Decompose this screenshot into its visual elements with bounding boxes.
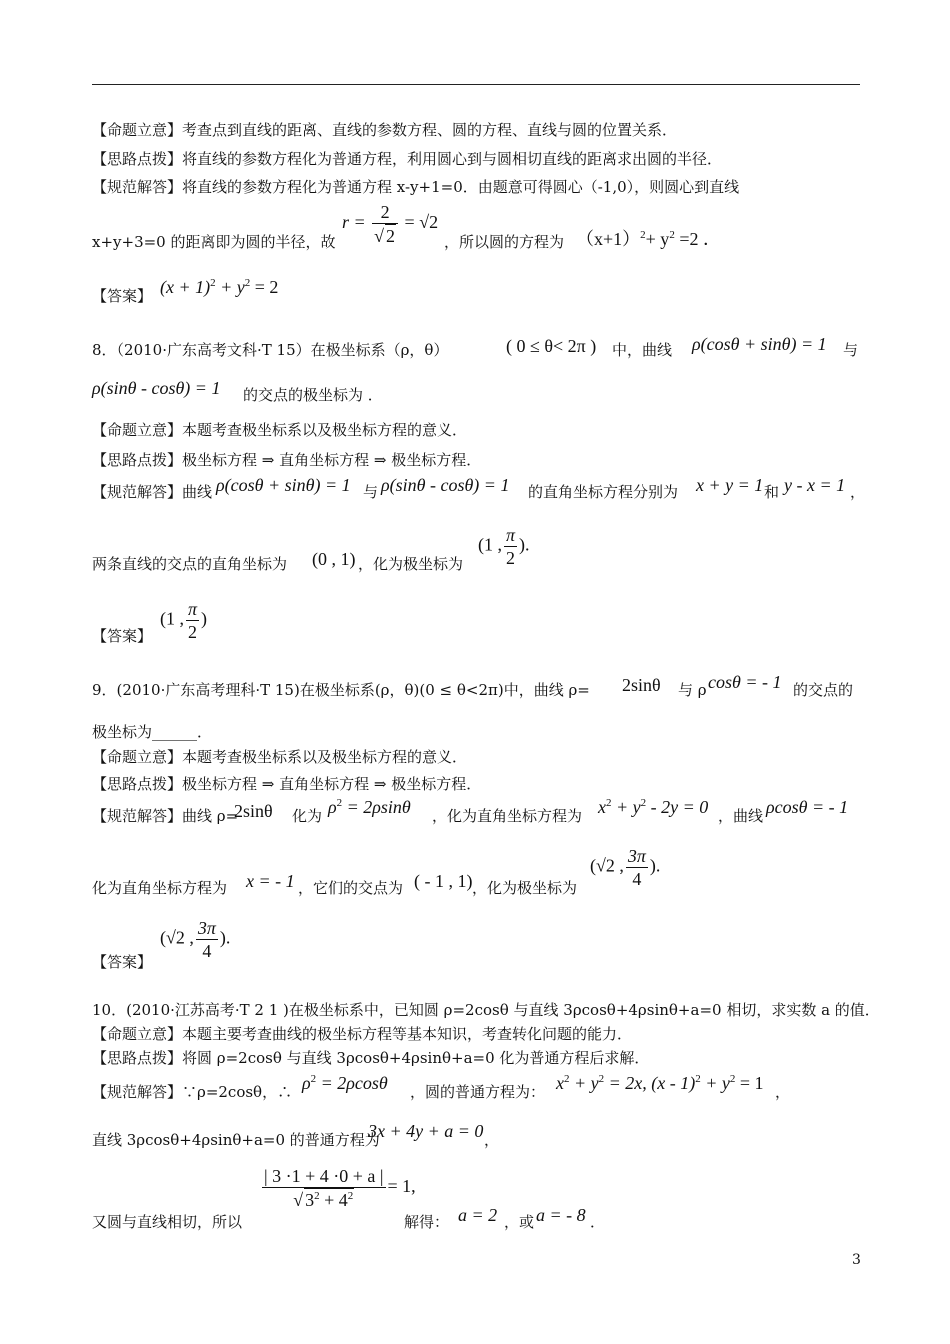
line-8a: x + y = 1 [696,475,764,495]
problem-9-stem-a: 9．(2010·广东高考理科·T 15)在极坐标系(ρ，θ)(0 ≤ θ<2π)中，曲线 ρ= [92,681,590,699]
curve-9a: 2sinθ [622,675,661,695]
cartesian-9: $x^2 + y^2 - 2y = 0$ [598,797,709,817]
line-8b: y - x = 1 [784,475,846,495]
polar-eq-10: $\rho^2 = 2\rho\cos\theta$ [302,1073,388,1093]
problem-9-stem-c: 的交点的 [793,681,854,699]
curve-9f: ρcosθ = - 1 [766,797,849,817]
polar-8: (1 , $\frac{\pi}{2}$ ). [478,525,530,568]
solution-8-d: 和 [764,483,780,501]
problem-8-stem-d: 的交点的极坐标为 ． [243,386,383,404]
solution-9-a: 【规范解答】曲线 ρ= [92,807,239,825]
solution-7-line2b: ，所以圆的方程为 [444,233,565,251]
hint-7: 【思路点拨】将直线的参数方程化为普通方程，利用圆心到与圆相切直线的距离求出圆的半径． [92,150,723,168]
solution-9-g: ，化为极坐标为 [472,879,578,897]
solution-7-line1: 【规范解答】将直线的参数方程化为普通方程 x-y+1=0．由题意可得圆心（-1,0），则圆心到直线 [92,178,740,196]
problem-8-stem-b: 中，曲线 [612,341,673,359]
page-number: 3 [852,1252,861,1268]
curve-8a-solution: ρ(cosθ + sinθ) = 1 [216,475,351,495]
problem-9-stem-d: 极坐标为______． [92,723,213,741]
curve-8b-solution: ρ(sinθ - cosθ) = 1 [381,475,510,495]
header-rule [92,84,860,85]
problem-8-stem-c: 与 [843,341,859,359]
circle-eq-10: $x^2 + y^2 = 2x$, $(x - 1)^2 + y^2 = 1$ [556,1073,764,1093]
solution-9-b: 化为 [292,807,323,825]
problem-9-stem-b: 与 ρ [678,681,707,699]
answer-7-label: 【答案】 [92,287,153,305]
solution-8-a: 【规范解答】曲线 [92,483,213,501]
line-eq-10: 3x + 4y + a = 0 [368,1121,484,1141]
answer-9: (√2 , $\frac{3\pi}{4}$ ). [160,918,231,961]
solution-10-a: 【规范解答】∵ρ=2cosθ，∴ [92,1083,293,1101]
solution-8-c: 的直角坐标方程分别为 [528,483,679,501]
theta-range-8: ( 0 ≤ θ< 2π ) [506,336,597,356]
solution-9-c: ，化为直角坐标方程为 [432,807,583,825]
problem-10-stem: 10．(2010·江苏高考·T 2 1 )在极坐标系中，已知圆 ρ=2cosθ 与直线 3ρcosθ+4ρsinθ+a=0 相切，求实数 a 的值． [92,1001,880,1019]
answer-7: $(x + 1)^2 + y^2 = 2$ [160,277,279,297]
point-8: (0 , 1) [312,549,356,569]
intent-9: 【命题立意】本题考查极坐标系以及极坐标方程的意义． [92,748,468,766]
solution-10-e: ， [484,1131,500,1149]
solution-7-line2a: x+y+3=0 的距离即为圆的半径，故 [92,233,336,251]
answer-8: (1 , $\frac{\pi}{2}$ ) [160,599,208,642]
point-9: ( - 1 , 1) [414,871,473,891]
solution-8-e: ， [850,483,866,501]
solution-8-f: 两条直线的交点的直角坐标为 [92,555,288,573]
solution-8-b: 与 [363,483,379,501]
solution-8-g: ，化为极坐标为 [358,555,464,573]
solution-9-f: ，它们的交点为 [298,879,404,897]
curve-9c: 2sinθ [234,801,273,821]
solution-10-d: 直线 3ρcosθ+4ρsinθ+a=0 的普通方程为 [92,1131,380,1149]
problem-8-stem-a: 8．（2010·广东高考文科·T 15）在极坐标系（ρ，θ） [92,341,449,359]
curve-8b: ρ(sinθ - cosθ) = 1 [92,378,221,398]
solution-9-e: 化为直角坐标方程为 [92,879,228,897]
answer-9-label: 【答案】 [92,953,153,971]
intent-7: 【命题立意】考查点到直线的距离、直线的参数方程、圆的方程、直线与圆的位置关系． [92,121,678,139]
intent-8: 【命题立意】本题考查极坐标系以及极坐标方程的意义． [92,421,468,439]
intent-10: 【命题立意】本题主要考查曲线的极坐标方程等基本知识，考查转化问题的能力． [92,1025,633,1043]
hint-9: 【思路点拨】极坐标方程 ⇒ 直角坐标方程 ⇒ 极坐标方程． [92,775,482,793]
solution-9-d: ，曲线 [718,807,764,825]
solution-10-i: ． [590,1213,606,1231]
solution-10-b: ，圆的普通方程为： [410,1083,546,1101]
circle-equation: $(x+1)^2+ y^2 =2$ ． [576,229,721,249]
hint-10: 【思路点拨】将圆 ρ=2cosθ 与直线 3ρcosθ+4ρsinθ+a=0 化为普通方程后求解． [92,1049,650,1067]
answer-8-label: 【答案】 [92,627,153,645]
answer-10a: a = 2 [458,1205,498,1225]
solution-10-c: ， [775,1083,791,1101]
distance-eq-10: $\frac{| 3 \cdot 1 + 4 \cdot 0 + a |}{√ 3^2 + 4^2}$ = 1, [264,1166,416,1210]
answer-10b: a = - 8 [536,1205,586,1225]
polar-9: (√2 , $\frac{3\pi}{4}$ ). [590,846,661,889]
solution-10-g: 解得： [404,1213,450,1231]
radius-formula: r = $\frac{2}{√ 2}$ = √2 [342,202,439,246]
line-9: x = - 1 [246,871,295,891]
hint-8: 【思路点拨】极坐标方程 ⇒ 直角坐标方程 ⇒ 极坐标方程． [92,451,482,469]
solution-10-h: ，或 [504,1213,535,1231]
curve-8a: ρ(cosθ + sinθ) = 1 [692,334,827,354]
curve-9b: cosθ = - 1 [708,672,782,692]
solution-10-f: 又圆与直线相切，所以 [92,1213,243,1231]
curve-9d: $\rho^2 = 2\rho\sin\theta$ [328,797,411,817]
